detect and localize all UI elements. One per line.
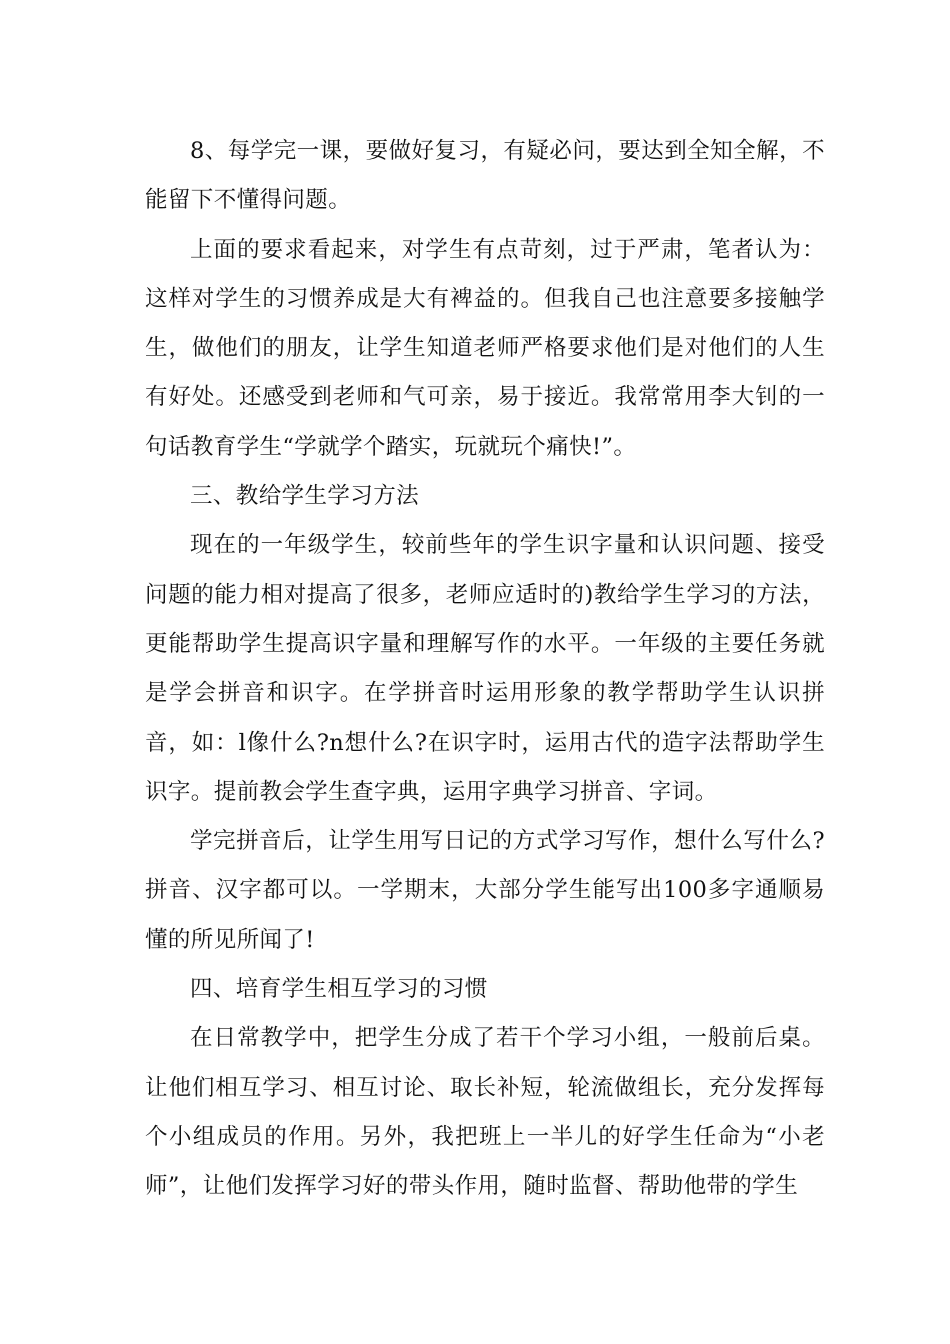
paragraph-review-rule: 8、每学完一课，要做好复习，有疑必问，要达到全知全解，不能留下不懂得问题。: [145, 138, 825, 214]
section-heading-methods: 三、教给学生学习方法: [190, 483, 420, 510]
paragraph-learning-methods: 现在的一年级学生，较前些年的学生识字量和认识问题、接受问题的能力相对提高了很多，老师应适时的)教给学生学习的方法，更能帮助学生提高识字量和理解写作的水平。一年级的主要任务就是学会拼音和识字。在学拼音时运用形象的教学帮助学生认识拼音，如：l像什么?n想什么?在识字时，运用古代的造字法帮助学生识字。提前教会学生查字典，运用字典学习拼音、字词。: [145, 532, 825, 805]
paragraph-study-groups: 在日常教学中，把学生分成了若干个学习小组，一般前后桌。让他们相互学习、相互讨论、取长补短，轮流做组长，充分发挥每个小组成员的作用。另外，我把班上一半儿的好学生任命为“小老师”，让他们发挥学习好的带头作用，随时监督、帮助他带的学生: [145, 1025, 825, 1200]
paragraph-diary-writing: 学完拼音后，让学生用写日记的方式学习写作，想什么写什么?拼音、汉字都可以。一学期末，大部分学生能写出100多字通顺易懂的所见所闻了!: [145, 828, 825, 953]
document-body: [145, 127, 825, 1212]
section-heading-mutual-learning: 四、培育学生相互学习的习惯: [190, 976, 488, 1003]
paragraph-strict-requirements: 上面的要求看起来，对学生有点苛刻，过于严肃，笔者认为：这样对学生的习惯养成是大有裨益的。但我自己也注意要多接触学生，做他们的朋友，让学生知道老师严格要求他们是对他们的人生有好处。还感受到老师和气可亲，易于接近。我常常用李大钊的一句话教育学生“学就学个踏实，玩就玩个痛快!”。: [145, 236, 825, 460]
